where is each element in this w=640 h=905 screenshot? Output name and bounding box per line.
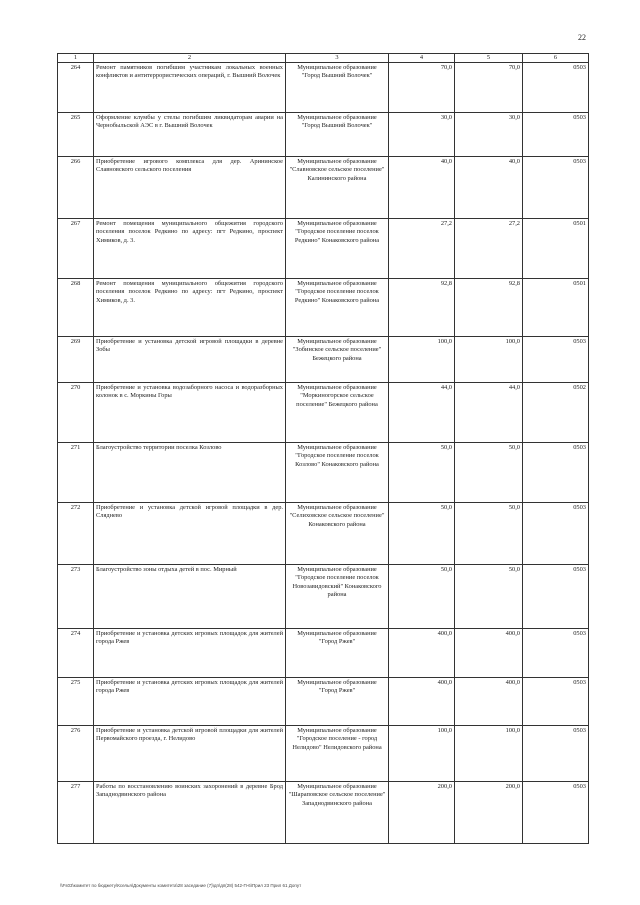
row-amount: 100,0 xyxy=(389,337,455,383)
row-amount-2: 40,0 xyxy=(455,157,523,219)
table-row xyxy=(58,337,589,383)
row-number: 276 xyxy=(58,726,94,782)
row-number: 264 xyxy=(58,63,94,113)
row-amount: 27,2 xyxy=(389,219,455,279)
row-number: 271 xyxy=(58,443,94,503)
appropriations-table xyxy=(57,53,589,844)
row-section-code: 0503 xyxy=(523,157,589,219)
row-section-code: 0503 xyxy=(523,113,589,157)
table-row xyxy=(58,565,589,629)
row-section-code: 0503 xyxy=(523,629,589,678)
table-row xyxy=(58,443,589,503)
table-row xyxy=(58,157,589,219)
table-row xyxy=(58,63,589,113)
row-municipality: Муниципальное образование "Городское поселение поселок Редкино" Конаковского района xyxy=(286,219,389,279)
row-amount: 200,0 xyxy=(389,782,455,844)
table-row xyxy=(58,383,589,443)
row-amount-2: 100,0 xyxy=(455,726,523,782)
row-amount: 40,0 xyxy=(389,157,455,219)
row-description: Приобретение и установка детских игровых площадок для жителей города Ржев xyxy=(94,629,286,678)
row-section-code: 0501 xyxy=(523,279,589,337)
row-section-code: 0503 xyxy=(523,63,589,113)
row-number: 272 xyxy=(58,503,94,565)
row-amount: 400,0 xyxy=(389,629,455,678)
row-amount-2: 400,0 xyxy=(455,629,523,678)
row-number: 268 xyxy=(58,279,94,337)
row-amount: 50,0 xyxy=(389,565,455,629)
row-municipality: Муниципальное образование "Городское поселение - город Нелидово" Нелидовского района xyxy=(286,726,389,782)
row-municipality: Муниципальное образование "Городское поселение поселок Новозавидовский" Конаковского района xyxy=(286,565,389,629)
row-number: 265 xyxy=(58,113,94,157)
row-description: Благоустройство зоны отдыха детей в пос. Мирный xyxy=(94,565,286,629)
table-header-row xyxy=(58,54,589,63)
row-description: Ремонт помещения муниципального общежития городского поселения поселок Редкино по адресу: пгт Редкино, проспект Химиков, д. 3. xyxy=(94,279,286,337)
column-header: 2 xyxy=(94,54,286,63)
row-amount: 30,0 xyxy=(389,113,455,157)
column-header: 5 xyxy=(455,54,523,63)
column-header: 6 xyxy=(523,54,589,63)
row-number: 275 xyxy=(58,678,94,726)
footer-file-path: \\Fs03\комитет по бюджету\Кселья\Документы комитета\28 заседание (7)\дп\дп(28) 542-П-6\Прил 23 Прил 61 Допут xyxy=(60,883,302,888)
row-section-code: 0502 xyxy=(523,383,589,443)
column-header: 3 xyxy=(286,54,389,63)
row-amount-2: 30,0 xyxy=(455,113,523,157)
row-amount-2: 50,0 xyxy=(455,443,523,503)
row-number: 274 xyxy=(58,629,94,678)
row-number: 266 xyxy=(58,157,94,219)
row-amount: 50,0 xyxy=(389,503,455,565)
table-row xyxy=(58,219,589,279)
column-header: 1 xyxy=(58,54,94,63)
table-row xyxy=(58,279,589,337)
row-municipality: Муниципальное образование "Моркиногорское сельское поселение" Бежецкого района xyxy=(286,383,389,443)
table-row xyxy=(58,726,589,782)
row-amount-2: 400,0 xyxy=(455,678,523,726)
row-municipality: Муниципальное образование "Город Вышний Волочек" xyxy=(286,63,389,113)
row-description: Приобретение и установка детских игровых площадок для жителей города Ржев xyxy=(94,678,286,726)
row-description: Ремонт памятников погибшим участникам локальных военных конфликтов и антитеррористических операций, г. Вышний Волочек xyxy=(94,63,286,113)
row-section-code: 0503 xyxy=(523,726,589,782)
row-amount-2: 100,0 xyxy=(455,337,523,383)
row-amount-2: 50,0 xyxy=(455,503,523,565)
row-number: 277 xyxy=(58,782,94,844)
row-section-code: 0503 xyxy=(523,337,589,383)
row-amount-2: 50,0 xyxy=(455,565,523,629)
row-section-code: 0503 xyxy=(523,678,589,726)
row-amount: 92,8 xyxy=(389,279,455,337)
row-description: Благоустройство территории поселка Козлово xyxy=(94,443,286,503)
table-row xyxy=(58,113,589,157)
row-amount-2: 200,0 xyxy=(455,782,523,844)
row-section-code: 0503 xyxy=(523,565,589,629)
page-number: 22 xyxy=(578,33,586,42)
row-municipality: Муниципальное образование "Городское поселение поселок Козлово" Конаковского района xyxy=(286,443,389,503)
row-amount-2: 27,2 xyxy=(455,219,523,279)
row-municipality: Муниципальное образование "Зобинское сельское поселение" Бежецкого района xyxy=(286,337,389,383)
row-section-code: 0503 xyxy=(523,782,589,844)
row-amount-2: 92,8 xyxy=(455,279,523,337)
row-amount: 400,0 xyxy=(389,678,455,726)
row-description: Приобретение игрового комплекса для дер. Арининское Славновского сельского поселения xyxy=(94,157,286,219)
row-amount-2: 70,0 xyxy=(455,63,523,113)
row-municipality: Муниципальное образование "Город Вышний Волочек" xyxy=(286,113,389,157)
row-municipality: Муниципальное образование "Шараповское сельское поселение" Западнодвинского района xyxy=(286,782,389,844)
row-municipality: Муниципальное образование "Селиховское сельское поселение" Конаковского района xyxy=(286,503,389,565)
row-number: 273 xyxy=(58,565,94,629)
row-amount: 44,0 xyxy=(389,383,455,443)
row-number: 267 xyxy=(58,219,94,279)
table-row xyxy=(58,782,589,844)
row-amount-2: 44,0 xyxy=(455,383,523,443)
row-section-code: 0501 xyxy=(523,219,589,279)
row-description: Приобретение и установка водозаборного насоса и водоразборных колонок в с. Моркины Горы xyxy=(94,383,286,443)
table-row xyxy=(58,629,589,678)
row-municipality: Муниципальное образование "Город Ржев" xyxy=(286,678,389,726)
row-amount: 50,0 xyxy=(389,443,455,503)
row-description: Работы по восстановлению воинских захоронений в деревне Брод Западнодвинского района xyxy=(94,782,286,844)
row-number: 269 xyxy=(58,337,94,383)
row-section-code: 0503 xyxy=(523,503,589,565)
row-municipality: Муниципальное образование "Городское поселение поселок Редкино" Конаковского района xyxy=(286,279,389,337)
row-municipality: Муниципальное образование "Город Ржев" xyxy=(286,629,389,678)
row-section-code: 0503 xyxy=(523,443,589,503)
row-number: 270 xyxy=(58,383,94,443)
row-description: Приобретение и установка детской игровой площадки в деревне Зобы xyxy=(94,337,286,383)
column-header: 4 xyxy=(389,54,455,63)
table-row xyxy=(58,678,589,726)
row-description: Приобретение и установка детской игровой площадки для жителей Первомайского проезда, г. Нелидово xyxy=(94,726,286,782)
row-description: Приобретение и установка детской игровой площадки в дер. Сляднево xyxy=(94,503,286,565)
row-municipality: Муниципальное образование "Славновское сельское поселение" Калининского района xyxy=(286,157,389,219)
row-description: Оформление клумбы у стелы погибшим ликвидаторам аварии на Чернобыльской АЭС в г. Вышний Волочек xyxy=(94,113,286,157)
row-amount: 100,0 xyxy=(389,726,455,782)
row-amount: 70,0 xyxy=(389,63,455,113)
row-description: Ремонт помещения муниципального общежития городского поселения поселок Редкино по адресу: пгт Редкино, проспект Химиков, д. 3. xyxy=(94,219,286,279)
table-row xyxy=(58,503,589,565)
